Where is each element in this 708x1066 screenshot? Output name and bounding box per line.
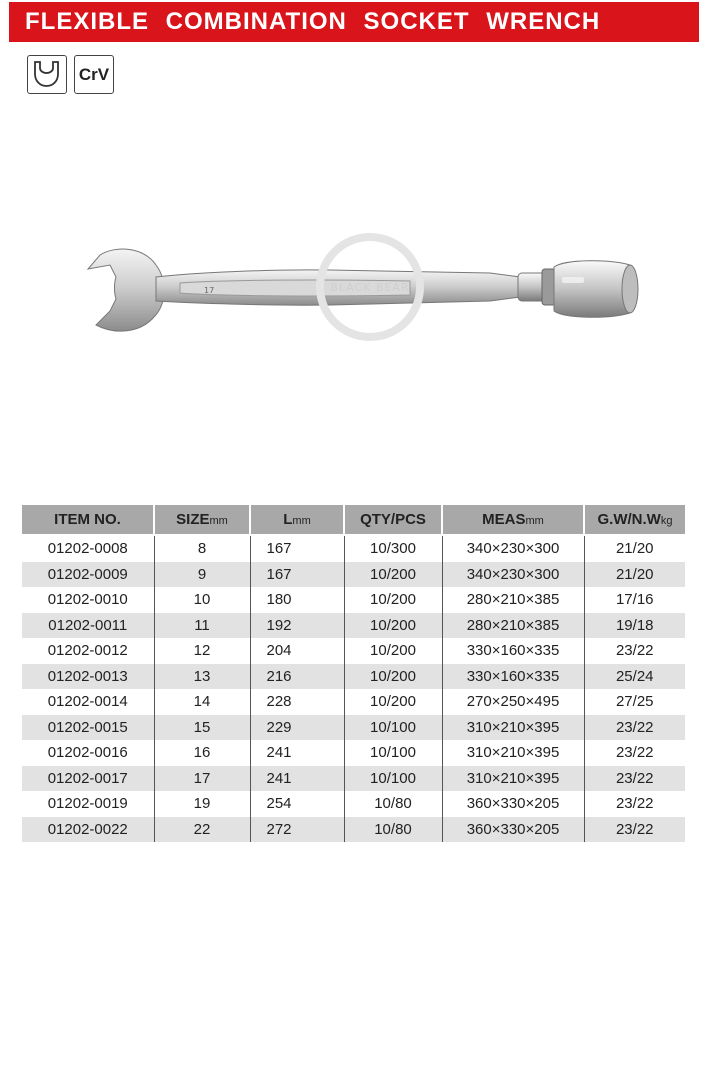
item-no-header	[22, 505, 154, 535]
meas-cell: 330×160×335	[442, 638, 584, 664]
table-row	[22, 791, 685, 817]
open-end-wrench-icon	[28, 56, 65, 92]
length-cell: 167	[250, 535, 344, 562]
table-row	[22, 613, 685, 639]
qty-cell: 10/200	[344, 562, 442, 588]
size-header	[154, 505, 250, 535]
length-cell: 272	[250, 817, 344, 843]
length-cell: 192	[250, 613, 344, 639]
table-row	[22, 587, 685, 613]
weight-cell: 25/24	[584, 664, 685, 690]
meas-cell: 270×250×495	[442, 689, 584, 715]
qty-cell: 10/100	[344, 740, 442, 766]
header-label: QTY/PCS	[360, 511, 426, 528]
weight-cell: 27/25	[584, 689, 685, 715]
qty-cell: 10/300	[344, 535, 442, 562]
item-no-cell: 01202-0019	[47, 795, 128, 813]
qty-cell: 10/100	[344, 715, 442, 741]
weight-cell: 19/18	[584, 613, 685, 639]
size-cell: 8	[154, 535, 250, 562]
weight-header	[584, 505, 685, 535]
size-cell: 17	[154, 766, 250, 792]
meas-cell: 340×230×300	[442, 562, 584, 588]
item-no-cell: 01202-0012	[47, 642, 128, 660]
header-label: G.W/N.W	[597, 511, 661, 528]
item-no-cell: 01202-0009	[22, 562, 154, 588]
header-unit: mm	[292, 515, 311, 527]
length-header	[250, 505, 344, 535]
size-cell: 11	[154, 613, 250, 639]
weight-cell: 23/22	[584, 740, 685, 766]
open-end-wrench-badge	[27, 55, 67, 94]
meas-cell: 360×330×205	[442, 791, 584, 817]
page-title: FLEXIBLE COMBINATION SOCKET WRENCH	[25, 8, 601, 35]
table-row	[22, 664, 685, 690]
title-bar	[9, 2, 699, 42]
handle-marking: 17	[204, 286, 215, 295]
length-cell: 241	[250, 766, 344, 792]
item-no-cell: 01202-0014	[47, 693, 128, 711]
header-label: SIZE	[176, 511, 210, 528]
table-row	[22, 715, 685, 741]
item-no-cell: 01202-0015	[22, 715, 154, 741]
length-cell: 229	[250, 715, 344, 741]
size-cell: 12	[154, 638, 250, 664]
length-cell: 180	[250, 587, 344, 613]
weight-cell: 23/22	[584, 766, 685, 792]
qty-cell: 10/200	[344, 613, 442, 639]
qty-cell: 10/200	[344, 638, 442, 664]
flexible-combination-wrench-image	[70, 225, 660, 355]
weight-cell: 17/16	[584, 587, 685, 613]
meas-cell: 310×210×395	[442, 740, 584, 766]
watermark-text: BLACK BEAR	[330, 281, 410, 294]
length-cell: 216	[250, 664, 344, 690]
item-no-cell: 01202-0016	[47, 744, 128, 762]
qty-cell: 10/100	[344, 766, 442, 792]
item-no-cell: 01202-0017	[22, 766, 154, 792]
header-unit: kg	[660, 515, 673, 527]
size-cell: 13	[154, 664, 250, 690]
header-label: MEAS	[482, 511, 526, 528]
length-cell: 254	[250, 791, 344, 817]
weight-cell: 23/22	[584, 638, 685, 664]
meas-header	[442, 505, 584, 535]
qty-cell: 10/200	[344, 664, 442, 690]
size-cell: 16	[154, 740, 250, 766]
length-cell: 204	[250, 638, 344, 664]
qty-cell: 10/200	[344, 689, 442, 715]
table-header-row	[22, 505, 685, 535]
table-row	[22, 535, 685, 562]
item-no-cell: 01202-0013	[22, 664, 154, 690]
meas-cell: 310×210×395	[442, 715, 584, 741]
weight-cell: 23/22	[584, 817, 685, 843]
item-no-cell: 01202-0022	[22, 817, 154, 843]
length-cell: 167	[250, 562, 344, 588]
meas-cell: 280×210×385	[442, 613, 584, 639]
size-cell: 15	[154, 715, 250, 741]
size-cell: 22	[154, 817, 250, 843]
qty-cell: 10/80	[344, 817, 442, 843]
product-image	[70, 225, 660, 355]
table-row	[22, 740, 685, 766]
weight-cell: 21/20	[584, 562, 685, 588]
qty-cell: 10/80	[344, 791, 442, 817]
material-label: CrV	[78, 64, 110, 84]
length-cell: 228	[250, 689, 344, 715]
table-row	[22, 766, 685, 792]
item-no-cell: 01202-0011	[22, 613, 154, 639]
table-row	[22, 817, 685, 843]
size-cell: 14	[154, 689, 250, 715]
table-row	[22, 638, 685, 664]
crv-material-badge	[74, 55, 114, 94]
meas-cell: 280×210×385	[442, 587, 584, 613]
header-unit: mm	[209, 515, 228, 527]
table-row	[22, 562, 685, 588]
weight-cell: 23/22	[584, 715, 685, 741]
meas-cell: 310×210×395	[442, 766, 584, 792]
item-no-cell: 01202-0010	[47, 591, 128, 609]
spec-table	[22, 505, 685, 842]
qty-cell: 10/200	[344, 587, 442, 613]
size-cell: 19	[154, 791, 250, 817]
header-unit: mm	[525, 515, 544, 527]
size-cell: 9	[154, 562, 250, 588]
length-cell: 241	[250, 740, 344, 766]
header-label: ITEM NO.	[54, 511, 121, 528]
meas-cell: 340×230×300	[442, 535, 584, 562]
header-label: L	[283, 511, 293, 528]
meas-cell: 330×160×335	[442, 664, 584, 690]
item-no-cell: 01202-0008	[47, 540, 128, 558]
table-row	[22, 689, 685, 715]
weight-cell: 21/20	[584, 535, 685, 562]
weight-cell: 23/22	[584, 791, 685, 817]
size-cell: 10	[154, 587, 250, 613]
qty-header	[344, 505, 442, 535]
meas-cell: 360×330×205	[442, 817, 584, 843]
